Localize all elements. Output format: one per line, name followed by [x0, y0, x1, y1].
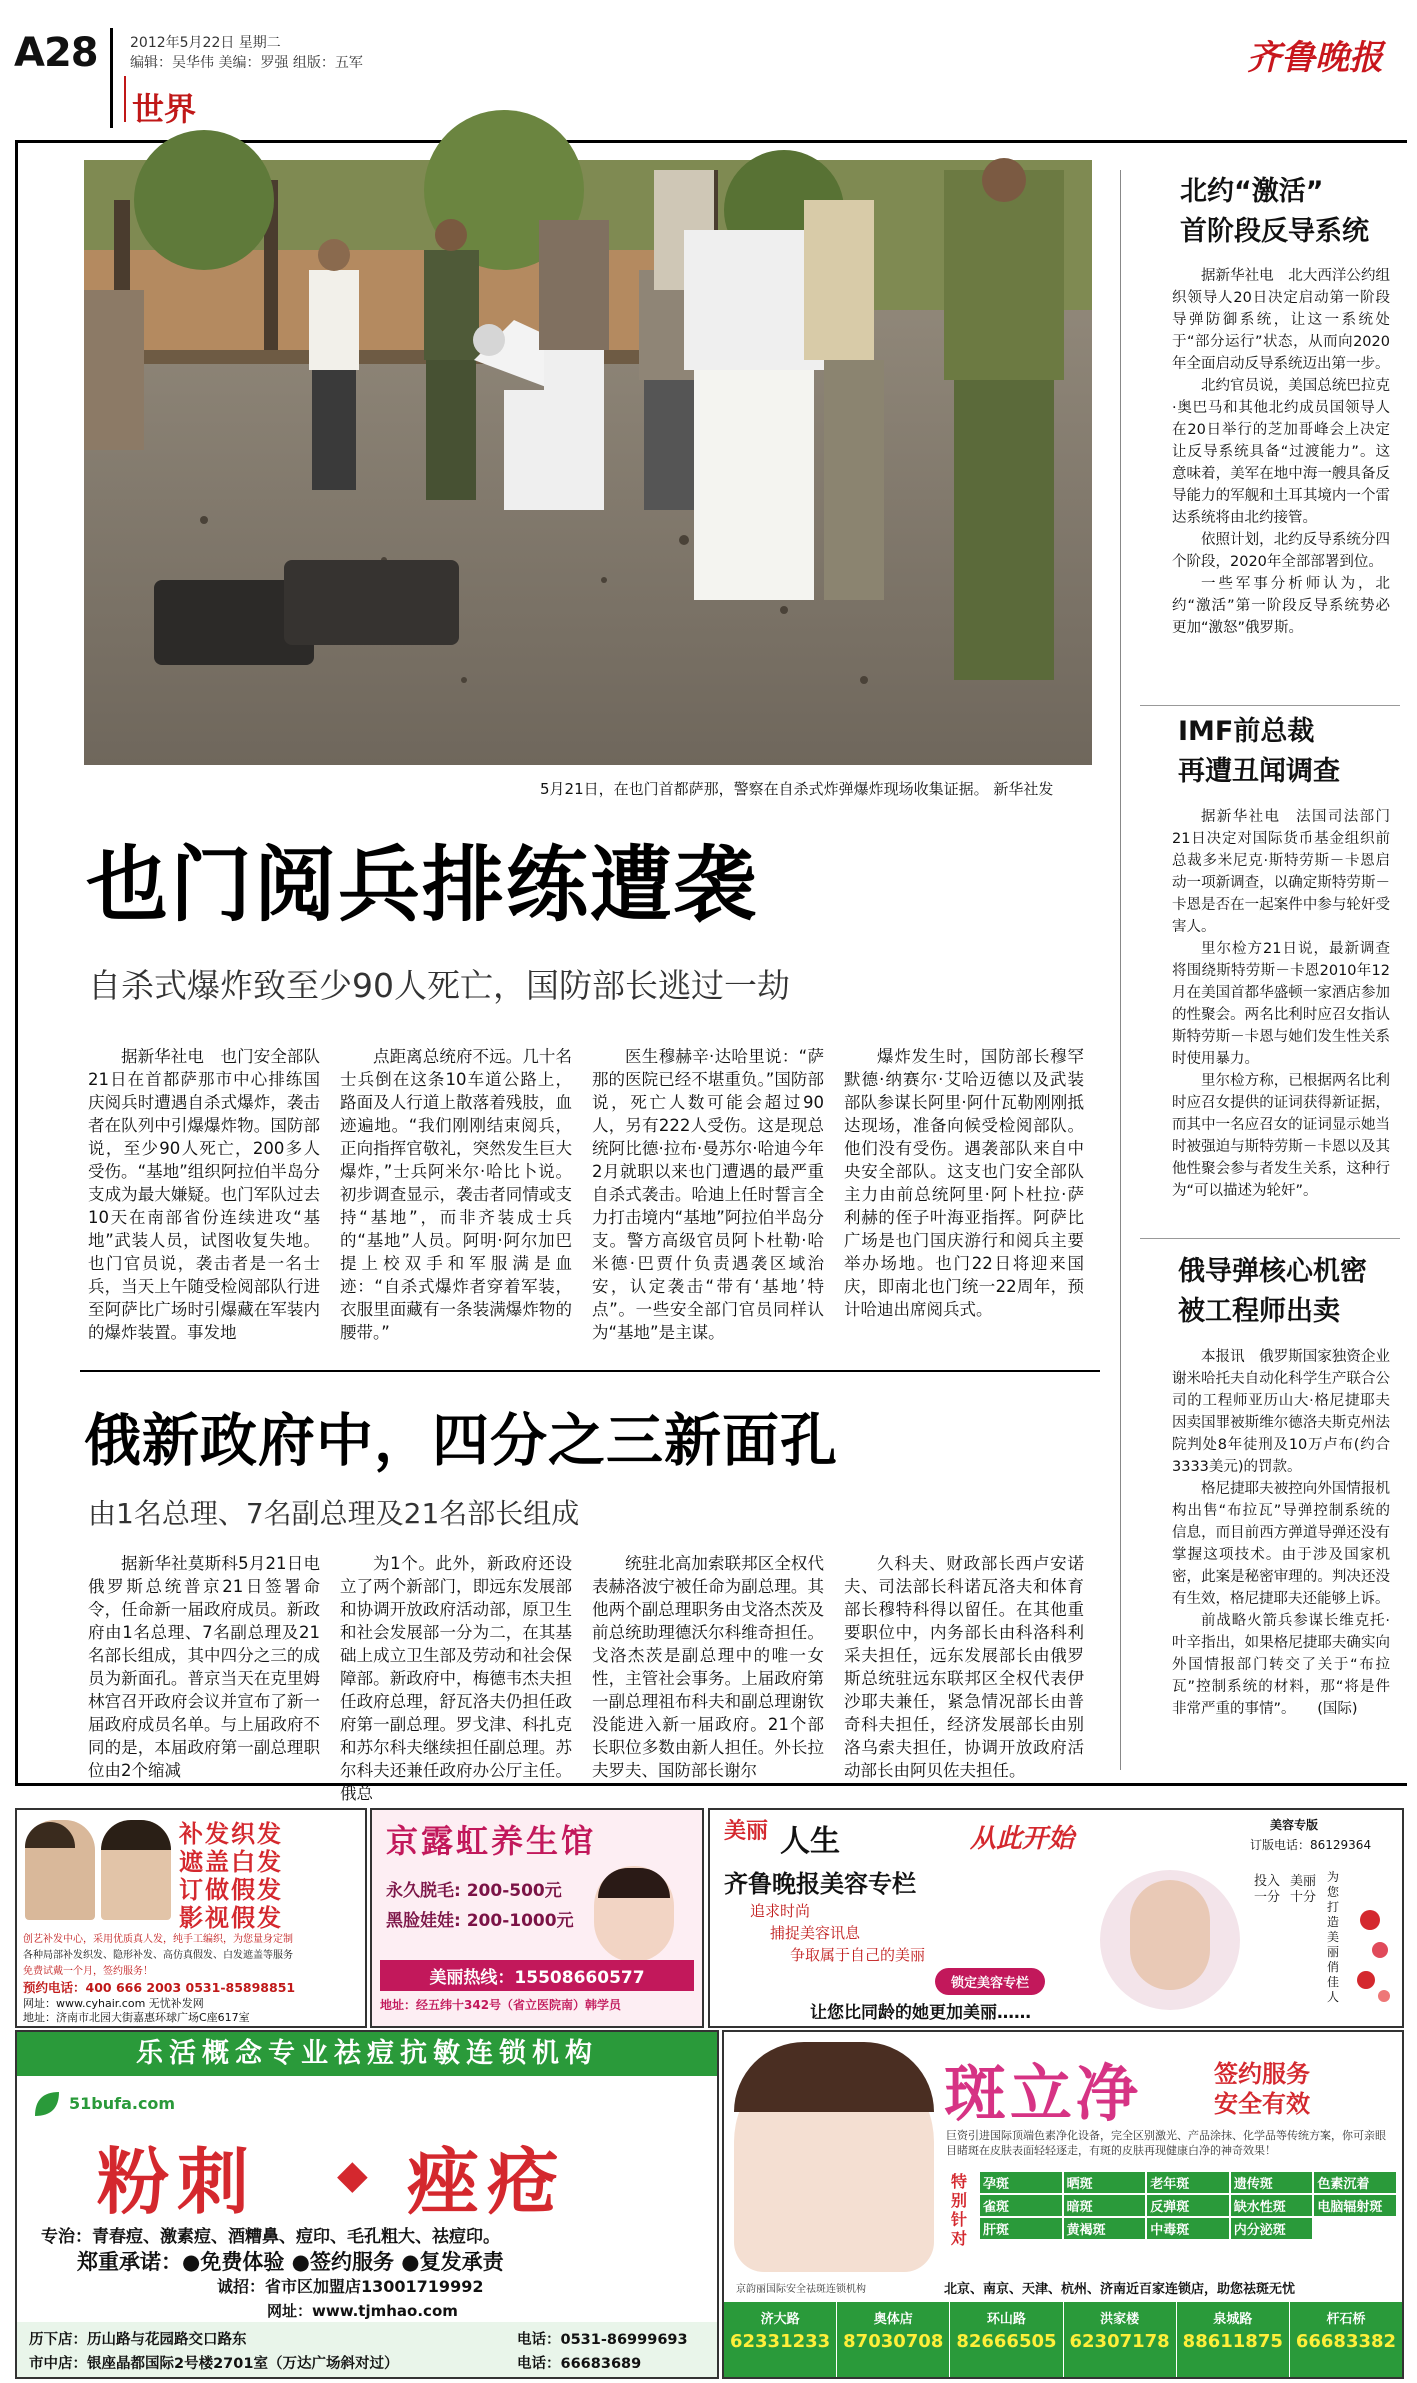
ad3-brand1: 美丽 [724, 1819, 769, 1844]
sidebar1-title-line2: 首阶段反导系统 [1180, 216, 1369, 247]
spot-type: 老年斑 [1147, 2172, 1229, 2193]
bomb-scene-illustration [84, 160, 1092, 765]
store-phone: 66683382 [1295, 2331, 1397, 2352]
model-hair [734, 2042, 934, 2112]
ad4-branch1-address: 历下店：历山路与花园路交口路东 [29, 2332, 247, 2348]
sidebar1-paragraph: 北约官员说，美国总统巴拉克·奥巴马和其他北约成员国领导人在20日举行的芝加哥峰会上决定让反导系统具备“过渡能力”。这意味着，美军在地中海一艘具备反导能力的军舰和土耳其境内一个雷达系统将由北约接管。 [1172, 378, 1390, 526]
story1-column-4: 爆炸发生时，国防部长穆罕默德·纳赛尔·艾哈迈德以及武装部队参谋长阿里·阿什瓦勒刚刚抵达现场，准备向候受检阅部队。他们没有受伤。遇袭部队来自中央安全部队。这支也门安全部队主力由前总统阿里·阿卜杜拉·萨利赫的侄子叶海亚指挥。阿萨比广场是也门国庆游行和阅兵主要举办场地。也门22日将迎来国庆，即南北也门统一22周年，预计哈迪出席阅兵式。 [844, 1047, 1084, 1319]
sidebar1-title-line1: 北约“激活” [1180, 176, 1324, 207]
store-item [1064, 2302, 1177, 2377]
story1-column-1: 据新华社电 也门安全部队21日在首都萨那市中心排练国庆阅兵时遭遇自杀式爆炸，袭击者在队列中引爆爆炸物。国防部说，至少90人死亡，200多人受伤。“基地”组织阿拉伯半岛分支成为最大嫌疑。也门军队过去10天在南部省份连续进攻“基地”武装人员，试图收复失地。也门官员说，袭击者是一名士兵，当天上午随受检阅部队行进至阿萨比广场时引爆藏在军装内的爆炸装置。事发地 [88, 1047, 320, 1342]
ad3-side2: 美丽十分 [1290, 1874, 1317, 1905]
ad5-sign1: 签约服务 [1214, 2060, 1310, 2088]
woman-face [1130, 1880, 1210, 1990]
ad5-chain: 北京、南京、天津、杭州、济南近百家连锁店，助您祛斑无忧 [944, 2282, 1296, 2297]
sidebar3-title-line2: 被工程师出卖 [1178, 1296, 1340, 1327]
ad1-services: 各种局部补发织发、隐形补发、高仿真假发、白发遮盖等服务 [23, 1950, 293, 1961]
spot-removal-ad[interactable] [722, 2030, 1404, 2379]
ad3-button[interactable]: 锁定美容专栏 [935, 1968, 1045, 1995]
sidebar3-paragraph: 格尼捷耶夫被控向外国情报机构出售“布拉瓦”导弹控制系统的信息，而目前西方弹道导弹还没有掌握这项技术。由于涉及国家机密，此案是秘密审理的。判决还没有生效，格尼捷耶夫还能够上诉。 [1172, 1481, 1390, 1607]
ad3-column-title: 齐鲁晚报美容专栏 [724, 1870, 916, 1898]
sidebar1-paragraph: 据新华社电 北大西洋公约组织领导人20日决定启动第一阶段导弹防御系统，让这一系统处于“部分运行”状态，从而向2020年全面启动反导系统迈出第一步。 [1172, 268, 1390, 372]
spot-type: 色素沉着 [1314, 2172, 1396, 2193]
date-line: 2012年5月22日 星期二 [130, 35, 281, 51]
ad2-address: 地址：经五纬十342号（省立医院南）韩学员 [380, 1998, 622, 2012]
story2-column-3: 统驻北高加索联邦区全权代表赫洛波宁被任命为副总理。其他两个副总理职务由戈洛杰茨及前总统助理德沃尔科维奇担任。戈洛杰茨是副总理中的唯一女性，主管社会事务。上届政府第一副总理祖布科夫和副总理谢钦没能进入新一届政府。21个部长职位多数由新人担任。外长拉夫罗夫、国防部长谢尔 [592, 1554, 824, 1780]
spot-type: 雀斑 [980, 2195, 1062, 2216]
sidebar3-paragraph: 本报讯 俄罗斯国家独资企业谢米哈托夫自动化科学生产联合公司的工程师亚历山大·格尼捷耶夫因卖国罪被斯维尔德洛夫斯克州法院判处8年徒刑及10万卢布(约合3333美元)的罚款。 [1172, 1349, 1390, 1475]
ad3-slogan: 从此开始 [970, 1824, 1075, 1854]
ad1-web: 网址：www.cyhair.com 无忧补发网 [23, 1997, 204, 2010]
leaf-icon [31, 2088, 63, 2120]
store-item [837, 2302, 950, 2377]
store-phone: 82666505 [956, 2331, 1057, 2352]
ad3-bullet3: 争取属于自己的美丽 [790, 1946, 926, 1964]
store-name: 杆石桥 [1326, 2312, 1366, 2327]
store-name: 奥体店 [873, 2312, 913, 2327]
spot-type: 内分泌斑 [1231, 2218, 1313, 2239]
story2-column-1: 据新华社莫斯科5月21日电 俄罗斯总统普京21日签署命令，任命新一届政府成员。新政府由1名总理、7名副总理及21名部长组成，其中四分之三的成员为新面孔。普京当天在克里姆林宫召开政府会议并宣布了新一届政府成员名单。与上届政府不同的是，本届政府第一副总理职位由2个缩减 [88, 1554, 337, 1780]
hair-shape [101, 1820, 171, 1850]
store-name: 洪家楼 [1100, 2312, 1140, 2327]
ad1-address: 地址：济南市北园大街嘉惠环球广场C座617室 [23, 2011, 250, 2024]
sidebar1-paragraph: 依照计划，北约反导系统分四个阶段，2020年全部部署到位。 [1172, 532, 1390, 570]
story2-column-4: 久科夫、财政部长西卢安诺夫、司法部长科诺瓦洛夫和体育部长穆特科得以留任。在其他重要职位中，内务部长由科洛科利采夫担任，远东发展部长由俄罗斯总统驻远东联邦区全权代表伊沙耶夫兼任，紧急情况部长由普奇科夫担任，经济发展部长由别洛乌索夫担任，协调开放政府活动部长由阿贝佐夫担任。 [844, 1554, 1084, 1780]
newspaper-masthead: 齐鲁晚报 [1247, 38, 1383, 78]
rose-icon [1350, 1900, 1396, 2010]
ad1-line1: 补发织发 [179, 1820, 283, 1848]
sidebar2-title-line1: IMF前总裁 [1178, 716, 1315, 747]
ad3-brand2: 人生 [780, 1824, 840, 1859]
ad4-logo-text: 51bufa.com [69, 2094, 176, 2113]
section-marker [124, 76, 126, 122]
ad4-invite: 诚招：省市区加盟店13001719992 [217, 2277, 484, 2296]
left-rule [15, 140, 18, 1785]
ad4-specialty: 专治：青春痘、激素痘、酒糟鼻、痘印、毛孔粗大、祛痘印。 [41, 2227, 500, 2247]
store-phone: 88611875 [1182, 2331, 1283, 2352]
page-number: A28 [14, 30, 98, 76]
ad4-web[interactable]: 网址：www.tjmhao.com [267, 2302, 458, 2320]
ad5-brand: 斑立净 [944, 2057, 1143, 2130]
story1-headline: 也门阅兵排练遭袭 [86, 838, 759, 933]
store-phone: 62307178 [1069, 2331, 1170, 2352]
ad5-sign2: 安全有效 [1214, 2090, 1310, 2118]
ad5-stores [724, 2302, 1402, 2377]
ad2-line2: 黑脸娃娃: 200-1000元 [386, 1911, 574, 1931]
sidebar1-body [1172, 265, 1390, 695]
sidebar2-title-line2: 再遭丑闻调查 [1178, 756, 1340, 787]
store-name: 泉城路 [1213, 2312, 1253, 2327]
spot-type: 肝斑 [980, 2218, 1062, 2239]
store-name: 环山路 [986, 2312, 1026, 2327]
ad2-title: 京露虹养生馆 [386, 1822, 597, 1860]
ad3-bullet1: 追求时尚 [750, 1902, 811, 1920]
ad3-side3: 为您打造美丽俏佳人 [1326, 1870, 1339, 2004]
ad3-side1: 投入一分 [1254, 1874, 1281, 1905]
ad5-spot-grid [980, 2172, 1396, 2239]
ad5-certificate: 京韵丽国际安全祛斑连锁机构 [736, 2284, 866, 2295]
ad4-promise: 郑重承诺：●免费体验 ●签约服务 ●复发承责 [77, 2250, 504, 2274]
ad4-top-banner: 乐活概念专业祛痘抗敏连锁机构 [17, 2032, 717, 2076]
ad5-description: 巨资引进国际顶端色素净化设备，完全区别激光、产品涂抹、化学品等传统方案，你可亲眼目睹斑在皮肤表面轻轻逐走，有斑的皮肤再现健康白净的神奇效果！ [946, 2129, 1386, 2157]
ad4-branch1-phone: 电话：0531-86999693 [517, 2332, 688, 2348]
story-divider [80, 1370, 1100, 1372]
store-name: 济大路 [760, 2312, 800, 2327]
sidebar-divider [1120, 170, 1121, 1770]
ad1-phone: 预约电话：400 666 2003 0531-85898851 [23, 1980, 296, 1995]
ad2-hotline: 美丽热线：15508660577 [380, 1960, 694, 1991]
ad1-line4: 影视假发 [179, 1904, 283, 1932]
ad1-free: 免费试戴一个月，签约服务！ [23, 1966, 153, 1977]
sidebar2-body [1172, 806, 1390, 1226]
story1-column-2: 点距离总统府不远。几十名士兵倒在这条10车道公路上，路面及人行道上散落着残肢，血迹遍地。“我们刚刚结束阅兵，正向指挥官敬礼，突然发生巨大爆炸，”士兵阿米尔·哈比卜说。初步调查显示，袭击者同情或支持“基地”，而非齐装成士兵的“基地”人员。阿明·阿尔加巴提上校双手和军服满是血迹：“自杀式爆炸者穿着军装，衣服里面藏有一条装满爆炸物的腰带。” [340, 1047, 572, 1342]
ad4-big-word1: 粉刺 [97, 2140, 258, 2224]
spot-type: 中毒斑 [1147, 2218, 1229, 2239]
store-item [1290, 2302, 1402, 2377]
ad4-big-word2: 痤疮 [407, 2140, 568, 2224]
editor-line: 编辑：吴华伟 美编：罗强 组版：五军 [130, 55, 363, 71]
ad1-line2: 遮盖白发 [179, 1848, 283, 1876]
store-item [1177, 2302, 1290, 2377]
spot-type: 暗斑 [1064, 2195, 1146, 2216]
ad1-line3: 订做假发 [179, 1876, 283, 1904]
ad3-bullet2: 捕捉美容讯息 [770, 1924, 861, 1942]
spot-type: 晒斑 [1064, 2172, 1146, 2193]
photo-caption: 5月21日，在也门首都萨那，警察在自杀式炸弹爆炸现场收集证据。 新华社发 [540, 780, 1054, 798]
sidebar2-paragraph: 据新华社电 法国司法部门21日决定对国际货币基金组织前总裁多米尼克·斯特劳斯－卡恩启动一项新调查，以确定斯特劳斯－卡恩是否在一起案件中参与轮奸受害人。 [1172, 809, 1390, 935]
sidebar2-paragraph: 里尔检方21日说，最新调查将围绕斯特劳斯－卡恩2010年12月在美国首都华盛顿一家酒店参加的性聚会。两名比利时应召女指认斯特劳斯－卡恩与她们发生性关系时使用暴力。 [1172, 941, 1390, 1067]
spa-ad[interactable] [370, 1808, 704, 2028]
ad4-branch2-phone: 电话：66683689 [517, 2356, 642, 2372]
spot-type: 黄褐斑 [1064, 2218, 1146, 2239]
story1-column-3: 医生穆赫辛·达哈里说：“萨那的医院已经不堪重负。”国防部说，死亡人数可能会超过90人，另有222人受伤。这是现总统阿比德·拉布·曼苏尔·哈迪今年2月就职以来也门遭遇的最严重自杀式袭击。哈迪上任时誓言全力打击境内“基地”阿拉伯半岛分支。警方高级官员阿卜杜勒·哈米德·巴贾什负责遇袭区域治安，认定袭击“带有‘基地’特点”。一些安全部门官员同样认为“基地”是主谋。 [592, 1047, 824, 1342]
ad1-note: 创艺补发中心，采用优质真人发，纯手工编织，为您量身定制 [23, 1934, 293, 1945]
story2-headline: 俄新政府中，四分之三新面孔 [84, 1408, 838, 1474]
spot-type: 反弹斑 [1147, 2195, 1229, 2216]
ad3-tag: 美容专版 [1270, 1818, 1319, 1832]
ad3-bottom-slogan: 让您比同龄的她更加美丽…… [810, 2003, 1031, 2023]
ad2-line1: 永久脱毛: 200-500元 [386, 1881, 562, 1901]
spot-type: 电脑辐射斑 [1314, 2195, 1396, 2216]
sidebar-rule [1140, 1238, 1400, 1239]
store-phone: 87030708 [843, 2331, 944, 2352]
store-phone: 62331233 [729, 2331, 831, 2352]
ad5-special: 特别针对 [950, 2172, 967, 2248]
bottom-rule [15, 1783, 1407, 1786]
face-hair [598, 1868, 670, 1898]
header-divider [110, 28, 113, 128]
rose-decoration [1350, 1900, 1396, 2010]
store-item [950, 2302, 1063, 2377]
sidebar-rule [1140, 705, 1400, 706]
sidebar2-paragraph: 里尔检方称，已根据两名比利时应召女提供的证词获得新证据，而其中一名应召女的证词显示她当时被强迫与斯特劳斯－卡恩以及其他性聚会参与者发生关系，这种行为“可以描述为轮奸”。 [1172, 1073, 1390, 1199]
story1-subhead: 自杀式爆炸致至少90人死亡，国防部长逃过一劫 [88, 966, 790, 1005]
news-photo [84, 160, 1092, 765]
section-title: 世界 [132, 90, 197, 128]
hair-ad[interactable] [15, 1808, 367, 2028]
sidebar1-paragraph: 一些军事分析师认为，北约“激活”第一阶段反导系统势必更加“激怒”俄罗斯。 [1172, 576, 1390, 636]
beauty-column-ad[interactable] [708, 1808, 1404, 2028]
ad3-order-phone: 订版电话：86129364 [1250, 1838, 1372, 1852]
sidebar3-title-line1: 俄导弹核心机密 [1178, 1256, 1367, 1287]
sidebar3-paragraph: 前战略火箭兵参谋长维克托·叶辛指出，如果格尼捷耶夫确实向外国情报部门转交了关于“布拉瓦”控制系统的材料，那“将是件非常严重的事情”。 (国际) [1172, 1613, 1390, 1717]
story2-subhead: 由1名总理、7名副总理及21名部长组成 [88, 1497, 580, 1530]
spot-type: 缺水性斑 [1231, 2195, 1313, 2216]
spot-type: 遗传斑 [1231, 2172, 1313, 2193]
story2-column-2: 为1个。此外，新政府还设立了两个新部门，即远东发展部和协调开放政府活动部，原卫生和社会发展部一分为二，在其基础上成立卫生部及劳动和社会保障部。新政府中，梅德韦杰夫担任政府总理，舒瓦洛夫仍担任政府第一副总理。罗戈津、科扎克和苏尔科夫继续担任副总理。苏尔科夫还兼任政府办公厅主任。俄总 [340, 1554, 572, 1803]
sidebar3-body [1172, 1346, 1390, 1768]
ad4-branch2-address: 市中店：银座晶都国际2号楼2701室（万达广场斜对过） [29, 2356, 399, 2372]
spot-type: 孕斑 [980, 2172, 1062, 2193]
acne-clinic-ad[interactable] [15, 2030, 719, 2379]
diamond-icon: ◆ [337, 2152, 368, 2198]
store-item [724, 2302, 837, 2377]
